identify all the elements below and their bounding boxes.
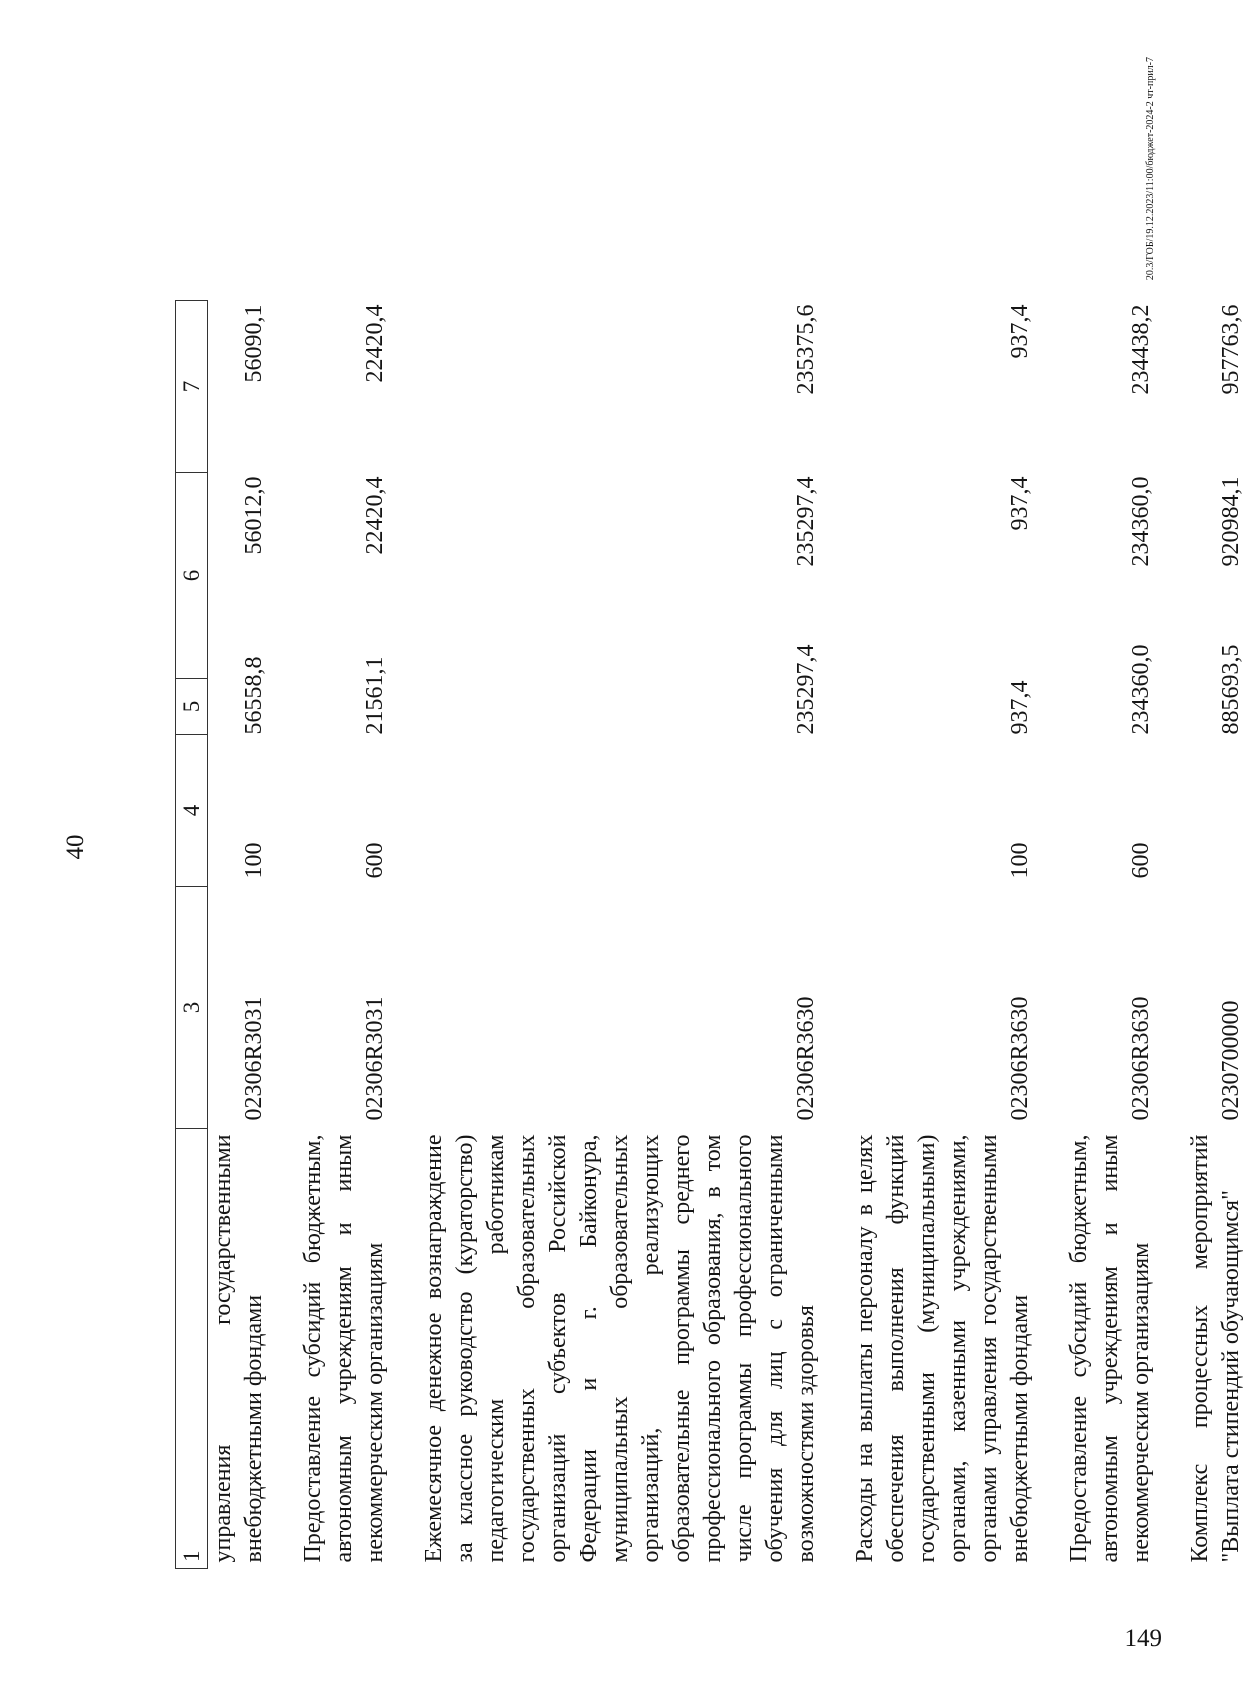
row-value-col6: 920984,1 — [1218, 476, 1244, 567]
column-header-4: 4 — [176, 735, 208, 887]
row-value-col5: 885693,5 — [1218, 644, 1244, 735]
row-spacer — [822, 129, 850, 1569]
row-value-col7: 22420,4 — [362, 304, 388, 383]
row-spacer — [1157, 129, 1185, 1569]
row-value-col6: 234360,0 — [1128, 476, 1154, 567]
row-code: 0230700000 — [1218, 1000, 1244, 1121]
row-value-col7: 234438,2 — [1128, 304, 1154, 395]
row-description: Предоставление субсидий бюджетным, автономным учреждениям и иным некоммерческим организациям — [300, 1134, 388, 1563]
row-description: Расходы на выплаты персоналу в целях обеспечения выполнения функций государственными (муниципальными) органами, казенными учреждениями, органами управления государственными внебюджетными фондами — [852, 1134, 1033, 1563]
row-expense-type: 100 — [1007, 842, 1033, 879]
row-value-col7: 957763,6 — [1218, 304, 1244, 395]
row-expense-type: 600 — [362, 842, 388, 879]
row-value-col5: 21561,1 — [362, 656, 388, 735]
page-number: 40 — [62, 834, 89, 860]
row-value-col6: 937,4 — [1007, 476, 1033, 531]
row-code: 02306R3031 — [241, 996, 267, 1121]
document-footer-code: 20.3/ГОБ/19.12.2023/11:00/бюджет-2024-2 чт-прил-7 — [1145, 57, 1156, 281]
row-description: Ежемесячное денежное вознаграждение за классное руководство (кураторство) педагогическим работникам государственных образовательных организаций субъектов Российской Федерации и г. Байконура, муниципальных образовательных организаций, реализующих образовательные программы среднего профессионального образования, в том числе программы профессионального обучения для лиц с ограниченными возможностями здоровья — [421, 1134, 819, 1563]
table-row — [208, 129, 271, 1569]
row-code: 02306R3031 — [362, 996, 388, 1121]
table-row — [1185, 129, 1247, 1569]
column-header-6: 6 — [176, 473, 208, 679]
row-value-col7: 235375,6 — [793, 304, 819, 395]
row-value-col5: 235297,4 — [793, 644, 819, 735]
row-value-col5: 937,4 — [1007, 680, 1033, 735]
row-code: 02306R3630 — [1128, 996, 1154, 1121]
column-header-3: 3 — [176, 887, 208, 1129]
row-expense-type: 600 — [1128, 842, 1154, 879]
row-expense-type: 100 — [241, 842, 267, 879]
table-row — [298, 129, 391, 1569]
table-row — [419, 129, 822, 1569]
row-code: 02306R3630 — [1007, 996, 1033, 1121]
row-code: 02306R3630 — [793, 996, 819, 1121]
row-description: Комплекс процессных мероприятий "Выплата стипендий обучающимся" — [1187, 1134, 1244, 1563]
row-spacer — [391, 129, 419, 1569]
column-header-5: 5 — [176, 679, 208, 735]
row-value-col6: 22420,4 — [362, 476, 388, 555]
row-value-col7: 56090,1 — [241, 304, 267, 383]
sheet-number: 149 — [1124, 1625, 1162, 1652]
row-description: Предоставление субсидий бюджетным, автономным учреждениям и иным некоммерческим организациям — [1066, 1134, 1154, 1563]
row-value-col6: 56012,0 — [241, 476, 267, 555]
row-spacer — [1036, 129, 1064, 1569]
row-expense-type — [419, 735, 822, 887]
row-value-col5: 56558,8 — [241, 656, 267, 735]
budget-table — [175, 129, 1247, 1570]
row-value-col5: 234360,0 — [1128, 644, 1154, 735]
table-row — [1064, 129, 1157, 1569]
column-header-7: 7 — [176, 301, 208, 473]
row-expense-type — [1185, 735, 1247, 887]
row-value-col7: 937,4 — [1007, 304, 1033, 359]
table-header-row — [176, 129, 208, 1569]
row-spacer — [270, 129, 298, 1569]
column-header-1: 1 — [176, 1129, 208, 1569]
row-value-col6: 235297,4 — [793, 476, 819, 567]
table-row — [850, 129, 1036, 1569]
row-description: управления государственными внебюджетными фондами — [210, 1134, 267, 1563]
